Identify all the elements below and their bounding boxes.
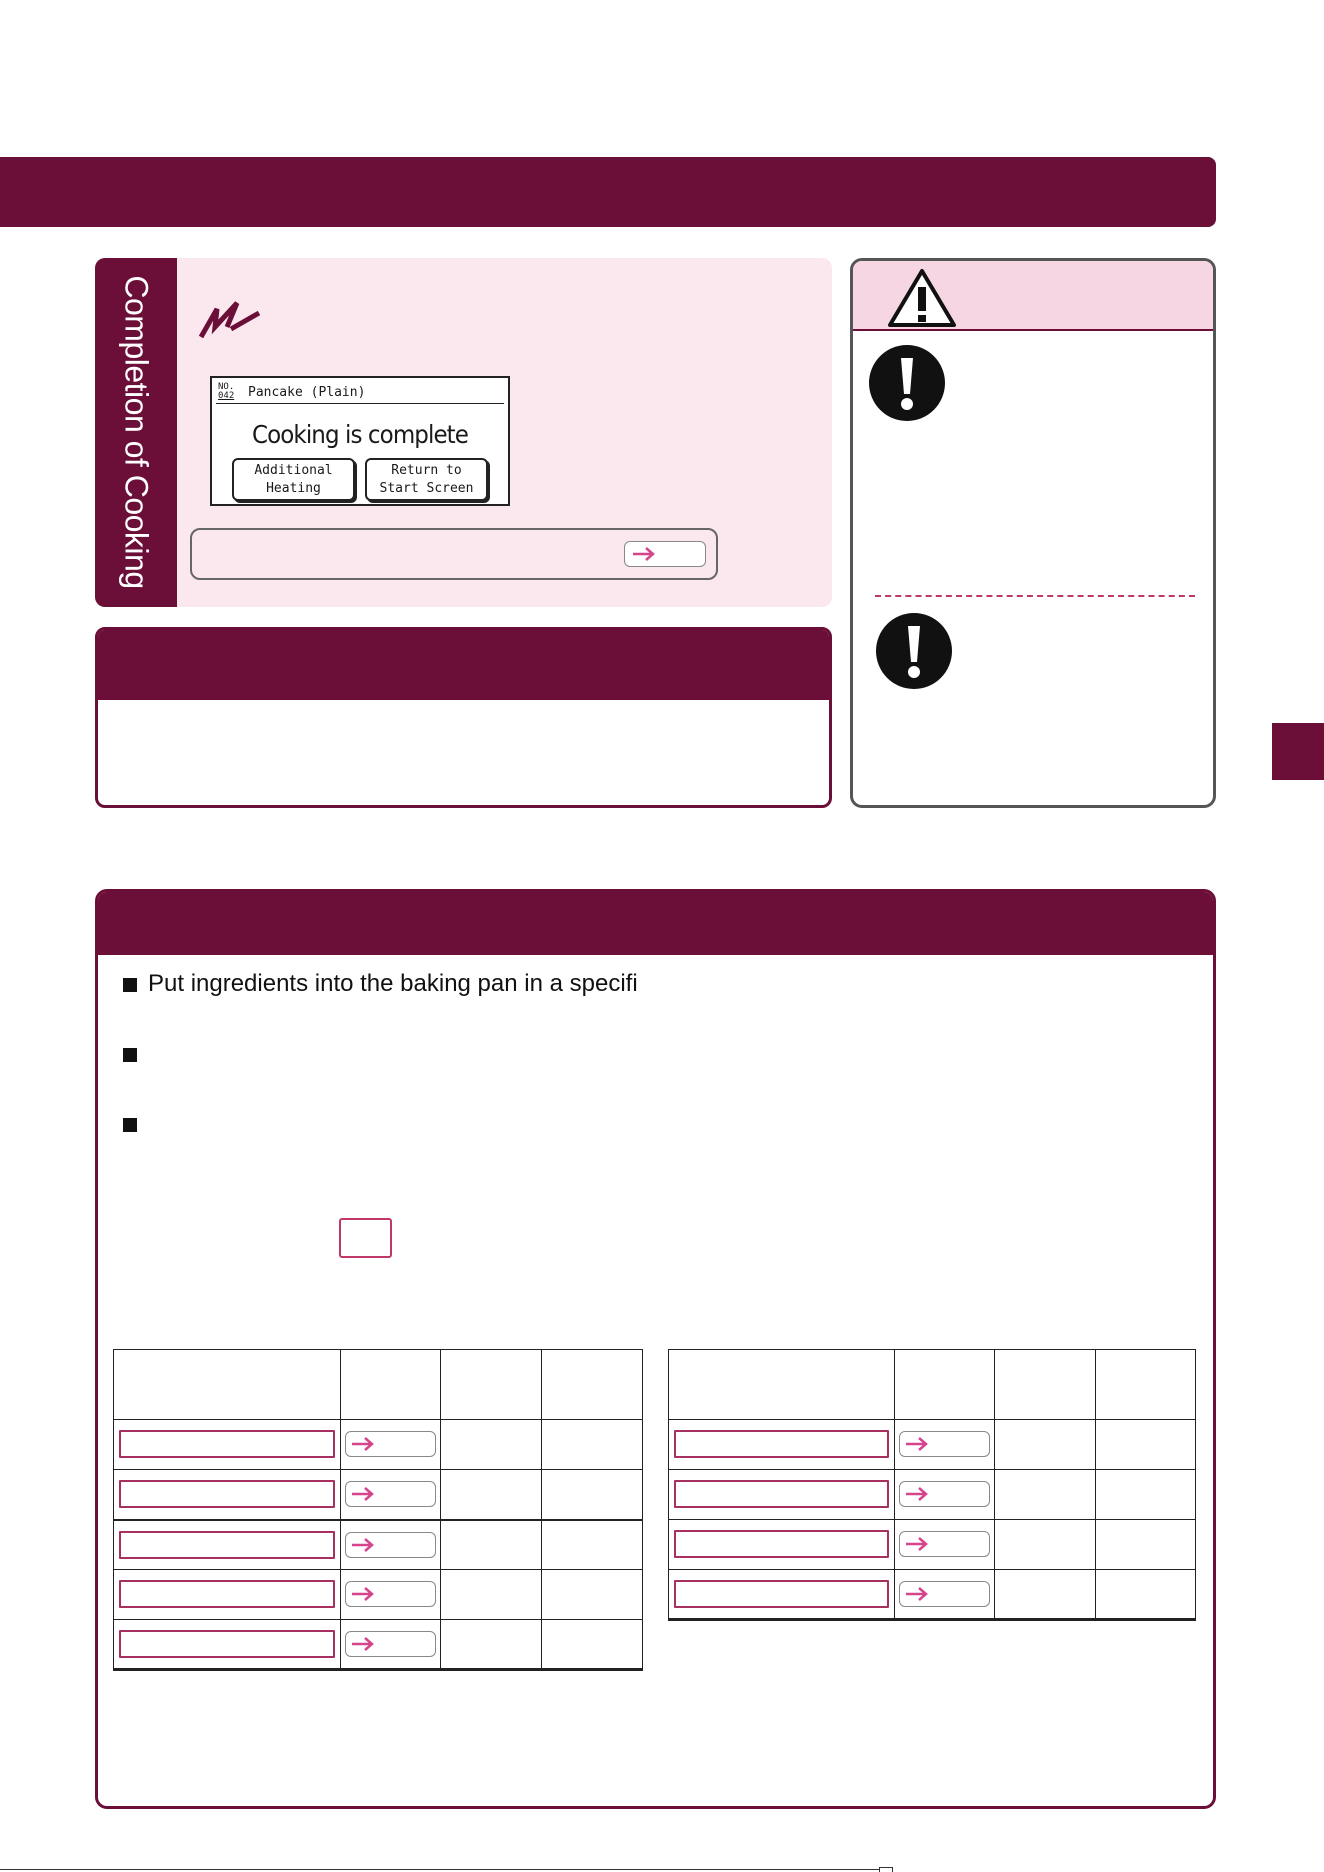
table-row	[114, 1520, 643, 1570]
menu-cell	[114, 1470, 341, 1520]
left-table	[113, 1349, 643, 1671]
lcd-header	[216, 382, 504, 404]
info-box	[95, 627, 832, 808]
warning-triangle-icon	[886, 267, 958, 329]
arrow-right-icon	[631, 546, 657, 562]
table-row	[114, 1470, 643, 1520]
menu-field[interactable]	[119, 1531, 335, 1559]
menu-field[interactable]	[674, 1580, 889, 1608]
value-cell	[441, 1620, 542, 1670]
bullet-1	[123, 970, 638, 998]
header-cell	[441, 1350, 542, 1420]
menu-field[interactable]	[674, 1480, 889, 1508]
arrow-cell	[340, 1570, 441, 1620]
return-to-start-line1: Return to	[391, 463, 462, 478]
menu-field[interactable]	[119, 1430, 335, 1458]
arrow-cell	[894, 1470, 995, 1520]
value-cell	[995, 1420, 1096, 1470]
table-header-row	[114, 1350, 643, 1420]
arrow-right-icon	[904, 1436, 930, 1452]
value-cell	[995, 1570, 1096, 1620]
arrow-right-icon	[350, 1486, 376, 1502]
right-table	[668, 1349, 1196, 1621]
table-header-row	[669, 1350, 1196, 1420]
table-row	[669, 1570, 1196, 1620]
additional-heating-line1: Additional	[254, 463, 333, 478]
arrow-right-icon	[350, 1436, 376, 1452]
caution-box	[850, 258, 1216, 808]
footer-mark	[879, 1867, 893, 1872]
completion-tab	[95, 258, 177, 607]
arrow-button[interactable]	[899, 1431, 991, 1457]
menu-field[interactable]	[674, 1530, 889, 1558]
value-cell	[542, 1420, 643, 1470]
menu-field[interactable]	[674, 1430, 889, 1458]
value-cell	[542, 1470, 643, 1520]
arrow-button[interactable]	[345, 1481, 437, 1507]
menu-field[interactable]	[119, 1580, 335, 1608]
value-cell	[542, 1570, 643, 1620]
lcd-screen	[210, 376, 510, 506]
menu-cell	[114, 1570, 341, 1620]
ingredients-section-header	[98, 892, 1213, 955]
arrow-right-icon	[350, 1537, 376, 1553]
value-cell	[542, 1520, 643, 1570]
completion-title: Completion of Cooking	[118, 275, 155, 589]
header-cell	[1096, 1350, 1196, 1420]
header-cell	[542, 1350, 643, 1420]
bullet-3	[123, 1110, 148, 1138]
arrow-button[interactable]	[345, 1532, 437, 1558]
buzzer-icon	[197, 297, 263, 343]
menu-cell	[669, 1470, 895, 1520]
arrow-right-icon	[904, 1536, 930, 1552]
menu-cell	[669, 1420, 895, 1470]
arrow-right-icon	[904, 1586, 930, 1602]
arrow-cell	[340, 1620, 441, 1670]
note-arrow-button[interactable]	[624, 541, 706, 567]
header-cell	[114, 1350, 341, 1420]
table-row	[669, 1420, 1196, 1470]
additional-heating-line2: Heating	[266, 481, 321, 496]
table-row	[669, 1470, 1196, 1520]
arrow-button[interactable]	[345, 1631, 437, 1657]
bullet-2	[123, 1040, 148, 1068]
table-row	[669, 1520, 1196, 1570]
arrow-cell	[340, 1520, 441, 1570]
return-to-start-button[interactable]	[365, 458, 488, 501]
arrow-button[interactable]	[899, 1481, 991, 1507]
caution-divider	[875, 595, 1195, 597]
table-row	[114, 1420, 643, 1470]
value-cell	[441, 1520, 542, 1570]
lcd-program-number	[218, 383, 234, 401]
value-cell	[441, 1420, 542, 1470]
arrow-cell	[894, 1520, 995, 1570]
arrow-right-icon	[350, 1636, 376, 1652]
header-cell	[669, 1350, 895, 1420]
arrow-right-icon	[904, 1486, 930, 1502]
value-cell	[542, 1620, 643, 1670]
arrow-cell	[340, 1420, 441, 1470]
arrow-button[interactable]	[899, 1581, 991, 1607]
mandatory-icon	[875, 612, 953, 690]
menu-field[interactable]	[119, 1630, 335, 1658]
mandatory-icon	[868, 344, 946, 422]
caution-header	[853, 261, 1213, 331]
lcd-program-number-value: 042	[218, 391, 235, 401]
menu-cell	[114, 1620, 341, 1670]
menu-cell	[114, 1420, 341, 1470]
arrow-button[interactable]	[345, 1431, 437, 1457]
header-cell	[995, 1350, 1096, 1420]
bullet-square	[123, 1048, 137, 1062]
value-cell	[1096, 1470, 1196, 1520]
lcd-program-name: Pancake (Plain)	[248, 385, 366, 400]
side-tab	[1272, 723, 1324, 780]
lcd-message: Cooking is complete	[251, 420, 469, 449]
info-box-header	[98, 630, 829, 700]
note-box	[190, 528, 718, 580]
footer-rule	[0, 1869, 880, 1870]
value-cell	[441, 1570, 542, 1620]
menu-cell	[114, 1520, 341, 1570]
menu-field[interactable]	[119, 1480, 335, 1508]
value-cell	[1096, 1420, 1196, 1470]
value-cell	[995, 1520, 1096, 1570]
arrow-button[interactable]	[345, 1581, 437, 1607]
bullet-square	[123, 978, 137, 992]
arrow-cell	[894, 1570, 995, 1620]
value-cell	[441, 1470, 542, 1520]
additional-heating-button[interactable]	[232, 458, 355, 501]
menu-cell	[669, 1520, 895, 1570]
bullet-1-text: Put ingredients into the baking pan in a specifi	[148, 970, 638, 997]
arrow-cell	[340, 1470, 441, 1520]
menu-cell	[669, 1570, 895, 1620]
top-banner	[0, 157, 1216, 227]
arrow-cell	[894, 1420, 995, 1470]
return-to-start-line2: Start Screen	[379, 481, 474, 496]
value-cell	[1096, 1570, 1196, 1620]
header-cell	[894, 1350, 995, 1420]
value-cell	[995, 1470, 1096, 1520]
bullet-square	[123, 1118, 137, 1132]
arrow-button[interactable]	[899, 1531, 991, 1557]
value-cell	[1096, 1520, 1196, 1570]
table-row	[114, 1570, 643, 1620]
arrow-right-icon	[350, 1586, 376, 1602]
lcd-program-number-label: NO.	[218, 382, 235, 392]
key-box	[339, 1218, 392, 1258]
header-cell	[340, 1350, 441, 1420]
table-row	[114, 1620, 643, 1670]
